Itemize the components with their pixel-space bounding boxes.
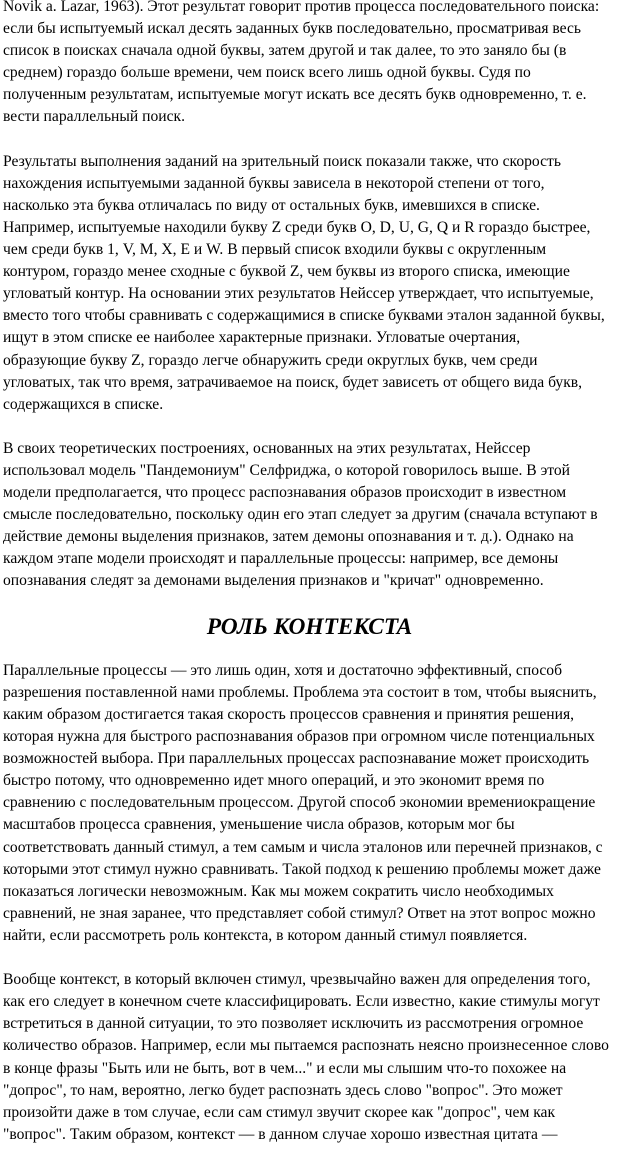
text-line: угловатых, так что время, затрачиваемое на поиск, будет зависеть от общего вида букв,: [3, 373, 583, 391]
text-line: найти, если рассмотреть роль контекста, в котором данный стимул появляется.: [3, 926, 528, 944]
text-line: встретиться в данной ситуации, то это позволяет исключить из рассмотрения огромное: [3, 1015, 584, 1033]
paragraph-spacer: [3, 1146, 616, 1168]
text-line: возможностей выбора. При параллельных процессах распознавание может происходить: [3, 750, 590, 768]
text-line: Параллельные процессы — это лишь один, хотя и достаточно эффективный, способ: [3, 661, 563, 679]
text-line: Результаты выполнения заданий на зрительный поиск показали также, что скорость: [3, 152, 561, 170]
text-line: действие демоны выделения признаков, затем демоны опознавания и т. д.). Однако на: [3, 528, 574, 546]
text-line: опознавания следят за демонами выделения признаков и "кричат" одновременно.: [3, 572, 544, 590]
text-line: произойти даже в том случае, если сам стимул звучит скорее как "допрос", чем как: [3, 1103, 556, 1121]
text-line: среднем) гораздо больше времени, чем поиск всего лишь одной буквы. Судя по: [3, 64, 531, 82]
text-line: соответствовать данный стимул, а тем самым и числа эталонов или перечней признаков, с: [3, 838, 603, 856]
text-line: смысле последовательно, поскольку один его этап следует за другим (сначала вступают в: [3, 506, 598, 524]
text-line: разрешения поставленной нами проблемы. Проблема эта состоит в том, чтобы выяснить,: [3, 683, 597, 701]
text-line: если бы испытуемый искал десять заданных букв последовательно, просматривая весь: [3, 20, 582, 38]
text-line: которыми этот стимул нужно сравнивать. Такой подход к решению проблемы может даже: [3, 860, 601, 878]
text-line: которая нужна для быстрого распознавания образов при огромном числе потенциальных: [3, 728, 595, 746]
text-line: "допрос", то нам, вероятно, легко будет распознать здесь слово "вопрос". Это может: [3, 1081, 563, 1099]
text-line: список в поисках сначала одной буквы, затем другой и так далее, то это заняло бы (в: [3, 42, 567, 60]
text-line: в конце фразы "Быть или не быть, вот в чем..." и если мы слышим что-то похожее на: [3, 1059, 567, 1077]
text-line: ищут в этом списке ее наиболее характерные признаки. Угловатые очертания,: [3, 329, 521, 347]
text-line: "вопрос". Таким образом, контекст — в данном случае хорошо известная цитата —: [3, 1125, 558, 1143]
body-text-after-heading: [3, 660, 616, 1168]
text-line: сравнений, не зная заранее, что представляет собой стимул? Ответ на этот вопрос можно: [3, 904, 596, 922]
body-text-before-heading: [3, 0, 616, 615]
text-line: угловатый контур. На основании этих результатов Нейссер утверждает, что испытуемые,: [3, 285, 594, 303]
text-line: быстро потому, что одновременно идет много операций, и это экономит время по: [3, 772, 545, 790]
paragraph: [3, 151, 616, 416]
text-line: полученным результатам, испытуемые могут искать все десять букв одновременно, т. е.: [3, 86, 587, 104]
paragraph-spacer: [3, 947, 616, 969]
paragraph: [3, 660, 616, 947]
paragraph: [3, 0, 616, 129]
text-line: Вообще контекст, в который включен стимул, чрезвычайно важен для определения того,: [3, 971, 591, 989]
text-line: насколько эта буква отличалась по виду от остальных букв, имевшихся в списке.: [3, 196, 540, 214]
text-line: модели предполагается, что процесс распознавания образов происходит в известном: [3, 484, 567, 502]
text-line: масштабов процесса сравнения, уменьшение числа образов, которым мог бы: [3, 816, 515, 834]
text-line: использовал модель "Пандемониум" Селфриджа, о которой говорилось выше. В этой: [3, 461, 571, 479]
text-line: содержащихся в списке.: [3, 395, 164, 413]
text-line: как его следует в конечном счете классифицировать. Если известно, какие стимулы могут: [3, 993, 600, 1011]
text-line: вести параллельный поиск.: [3, 108, 186, 126]
text-line: чем среди букв 1, V, M, X, E и W. В первый список входили буквы с округленным: [3, 241, 547, 259]
text-line: контуром, гораздо менее сходные с буквой Z, чем буквы из второго списка, имеющие: [3, 263, 570, 281]
paragraph-spacer: [3, 593, 616, 615]
paragraph-spacer: [3, 416, 616, 438]
text-line: В своих теоретических построениях, основанных на этих результатах, Нейссер: [3, 439, 531, 457]
text-line: Novik a. Lazar, 1963). Этот результат говорит против процесса последовательного поиска:: [3, 0, 600, 15]
text-line: каждом этапе модели происходят и параллельные процессы: например, все демоны: [3, 550, 559, 568]
paragraph: [3, 969, 616, 1146]
text-line: каким образом достигается такая скорость процессов сравнения и принятия решения,: [3, 706, 575, 723]
text-line: вместо того чтобы сравнивать с содержащимися в списке буквами эталон заданной буквы,: [3, 307, 605, 325]
paragraph: [3, 438, 616, 593]
text-line: нахождения испытуемыми заданной буквы зависела в некоторой степени от того,: [3, 174, 545, 192]
text-line: Например, испытуемые находили букву Z среди букв O, D, U, G, Q и R гораздо быстрее,: [3, 218, 591, 236]
text-line: сравнению с последовательным процессом. Другой способ экономии времениокращение: [3, 794, 596, 812]
text-line: показаться логически невозможным. Как мы можем сократить число необходимых: [3, 882, 554, 900]
section-heading: РОЛЬ КОНТЕКСТА: [206, 613, 413, 640]
text-line: образующие букву Z, гораздо легче обнаружить среди округлых букв, чем среди: [3, 351, 538, 369]
paragraph-spacer: [3, 638, 616, 660]
text-line: количество образов. Например, если мы пытаемся распознать неясно произнесенное слово: [3, 1037, 609, 1055]
paragraph-spacer: [3, 129, 616, 151]
